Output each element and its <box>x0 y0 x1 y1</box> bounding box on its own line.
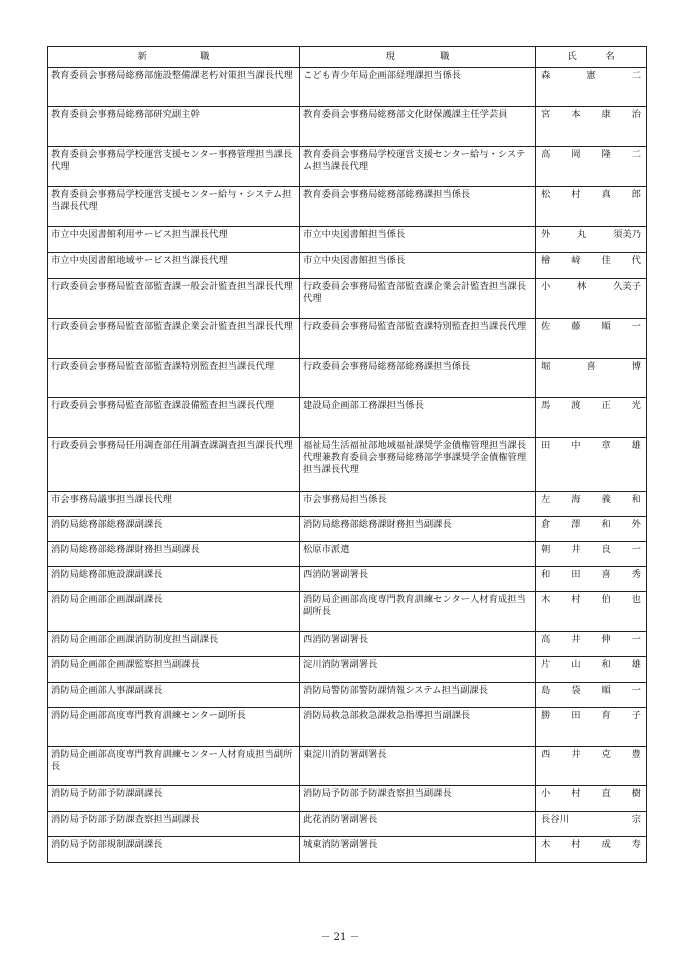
name-part: 雄 <box>631 659 641 670</box>
name-part: 郎 <box>631 189 641 200</box>
new-post-cell: 消防局企画部高度専門教育訓練センター副所長 <box>48 708 300 747</box>
current-post-cell: 市立中央図書館担当係長 <box>300 227 536 253</box>
new-post-cell: 消防局予防部規制課副課長 <box>48 837 300 863</box>
name-part: 小 <box>541 281 551 292</box>
name-part: 馬 <box>541 400 551 411</box>
current-post-cell: 淀川消防署副署長 <box>300 657 536 683</box>
current-post-cell: 行政委員会事務局監査部監査課特別監査担当課長代理 <box>300 319 536 359</box>
name-part: 良 <box>601 544 611 555</box>
name-part: 藤 <box>571 321 581 332</box>
name-part: 田 <box>571 569 581 580</box>
new-post-cell: 消防局総務部施設課副課長 <box>48 567 300 592</box>
current-post-cell: 消防局企画部高度専門教育訓練センター人材育成担当副所長 <box>300 592 536 632</box>
name-part: 一 <box>631 544 641 555</box>
new-post-cell: 消防局企画部企画課副課長 <box>48 592 300 632</box>
new-post-cell: 消防局企画部企画課消防制度担当副課長 <box>48 632 300 657</box>
new-post-cell: 消防局予防部予防課査察担当副課長 <box>48 812 300 837</box>
current-post-cell: 消防局予防部予防課査察担当副課長 <box>300 786 536 812</box>
name-cell <box>536 517 647 542</box>
name-part: 治 <box>631 109 641 120</box>
name-part: 喜 <box>601 569 611 580</box>
name-part: 順 <box>601 685 611 696</box>
name-part: 佐 <box>541 321 551 332</box>
name-part: 二 <box>631 149 641 160</box>
name-cell <box>536 319 647 359</box>
name-part: 高 <box>541 149 551 160</box>
name-cell <box>536 747 647 786</box>
name-part: 喜 <box>586 361 596 372</box>
name-part: 外 <box>541 229 551 240</box>
name-part: 木 <box>541 594 551 605</box>
name-part: 義 <box>601 494 611 505</box>
current-post-cell: 消防局総務部総務課財務担当副課長 <box>300 517 536 542</box>
current-post-cell: こども青少年局企画部経理課担当係長 <box>300 68 536 107</box>
name-cell <box>536 632 647 657</box>
table-row <box>48 147 647 187</box>
name-cell <box>536 227 647 253</box>
table-row <box>48 657 647 683</box>
name-cell <box>536 398 647 438</box>
name-part: 木 <box>541 839 551 850</box>
name-part: 和 <box>541 569 551 580</box>
name-part: 一 <box>631 685 641 696</box>
name-part: 長谷川 <box>541 814 569 825</box>
name-cell <box>536 708 647 747</box>
name-part: 和 <box>601 519 611 530</box>
current-post-cell: 松原市派遣 <box>300 542 536 567</box>
name-part: 一 <box>631 634 641 645</box>
name-part: 博 <box>631 361 641 372</box>
name-part: 渡 <box>571 400 581 411</box>
table-row <box>48 592 647 632</box>
name-part: 真 <box>601 189 611 200</box>
name-part: 小 <box>541 788 551 799</box>
table-row <box>48 438 647 492</box>
table-row <box>48 632 647 657</box>
name-part: 久美子 <box>613 281 641 292</box>
name-part: 隆 <box>601 149 611 160</box>
name-part: 宗 <box>631 814 641 825</box>
table-row <box>48 837 647 863</box>
header-new-post: 新 職 <box>48 47 300 68</box>
name-part: 倉 <box>541 519 551 530</box>
current-post-cell: 教育委員会事務局学校運営支援センター給与・システム担当課長代理 <box>300 147 536 187</box>
name-cell <box>536 812 647 837</box>
name-part: 樹 <box>631 788 641 799</box>
name-part: 朝 <box>541 544 551 555</box>
name-part: 村 <box>571 594 581 605</box>
table-row <box>48 359 647 398</box>
new-post-cell: 市立中央図書館利用サービス担当課長代理 <box>48 227 300 253</box>
name-part: 左 <box>541 494 551 505</box>
name-part: 伸 <box>601 634 611 645</box>
new-post-cell: 消防局総務部総務課財務担当副課長 <box>48 542 300 567</box>
name-part: 海 <box>571 494 581 505</box>
table-row <box>48 492 647 517</box>
current-post-cell: 城東消防署副署長 <box>300 837 536 863</box>
name-part: 克 <box>601 749 611 760</box>
name-part: 寿 <box>631 839 641 850</box>
name-part: 憲 <box>586 70 596 81</box>
table-row <box>48 319 647 359</box>
name-part: 康 <box>601 109 611 120</box>
current-post-cell: 西消防署副署長 <box>300 567 536 592</box>
table-row <box>48 107 647 147</box>
name-part: 西 <box>541 749 551 760</box>
table-row <box>48 517 647 542</box>
name-part: 田 <box>571 710 581 721</box>
current-post-cell: 消防局救急部救急課救急指導担当副課長 <box>300 708 536 747</box>
name-part: 育 <box>601 710 611 721</box>
new-post-cell: 市会事務局議事担当課長代理 <box>48 492 300 517</box>
table-row <box>48 253 647 279</box>
name-cell <box>536 253 647 279</box>
new-post-cell: 消防局企画部企画課監察担当副課長 <box>48 657 300 683</box>
name-part: 伯 <box>601 594 611 605</box>
name-cell <box>536 279 647 319</box>
name-part: 外 <box>631 519 641 530</box>
new-post-cell: 教育委員会事務局総務部施設整備課老朽対策担当課長代理 <box>48 68 300 107</box>
table-row <box>48 187 647 227</box>
name-part: 山 <box>571 659 581 670</box>
name-cell <box>536 438 647 492</box>
name-part: 佳 <box>601 255 611 266</box>
name-part: 松 <box>541 189 551 200</box>
name-part: 二 <box>631 70 641 81</box>
current-post-cell: 東淀川消防署副署長 <box>300 747 536 786</box>
name-part: 順 <box>601 321 611 332</box>
current-post-cell: 福祉局生活福祉部地域福祉課奨学金債権管理担当課長代理兼教育委員会事務局総務部学事課奨学金債権管理担当課長代理 <box>300 438 536 492</box>
name-cell <box>536 657 647 683</box>
name-part: 也 <box>631 594 641 605</box>
new-post-cell: 行政委員会事務局監査部監査課設備監査担当課長代理 <box>48 398 300 438</box>
new-post-cell: 教育委員会事務局学校運営支援センター給与・システム担当課長代理 <box>48 187 300 227</box>
name-cell <box>536 542 647 567</box>
new-post-cell: 消防局予防部予防課副課長 <box>48 786 300 812</box>
name-cell <box>536 837 647 863</box>
new-post-cell: 教育委員会事務局学校運営支援センター事務管理担当課長代理 <box>48 147 300 187</box>
name-part: 中 <box>571 440 581 451</box>
new-post-cell: 行政委員会事務局任用調査部任用調査課調査担当課長代理 <box>48 438 300 492</box>
name-part: 和 <box>631 494 641 505</box>
header-row <box>48 47 647 68</box>
new-post-cell: 消防局企画部人事課副課長 <box>48 683 300 708</box>
new-post-cell: 教育委員会事務局総務部研究副主幹 <box>48 107 300 147</box>
new-post-cell: 消防局総務部総務課副課長 <box>48 517 300 542</box>
name-part: 高 <box>541 634 551 645</box>
table-row <box>48 227 647 253</box>
name-part: 村 <box>571 839 581 850</box>
personnel-table <box>47 46 647 863</box>
name-part: 光 <box>631 400 641 411</box>
table-row <box>48 68 647 107</box>
current-post-cell: 此花消防署副署長 <box>300 812 536 837</box>
current-post-cell: 市立中央図書館担当係長 <box>300 253 536 279</box>
current-post-cell: 市会事務局担当係長 <box>300 492 536 517</box>
name-cell <box>536 592 647 632</box>
name-part: 村 <box>571 788 581 799</box>
name-part: 豊 <box>631 749 641 760</box>
new-post-cell: 行政委員会事務局監査部監査課一般会計監査担当課長代理 <box>48 279 300 319</box>
name-part: 代 <box>631 255 641 266</box>
new-post-cell: 市立中央図書館地域サービス担当課長代理 <box>48 253 300 279</box>
current-post-cell: 教育委員会事務局総務部文化財保護課主任学芸員 <box>300 107 536 147</box>
name-part: 須美乃 <box>613 229 641 240</box>
name-part: 島 <box>541 685 551 696</box>
table-row <box>48 708 647 747</box>
name-part: 森 <box>541 70 551 81</box>
table-row <box>48 567 647 592</box>
name-part: 田 <box>541 440 551 451</box>
name-part: 章 <box>601 440 611 451</box>
name-part: 井 <box>571 634 581 645</box>
name-part: 井 <box>571 749 581 760</box>
name-part: 澤 <box>571 519 581 530</box>
name-part: 檜 <box>541 255 551 266</box>
name-part: 子 <box>631 710 641 721</box>
name-part: 雄 <box>631 440 641 451</box>
name-part: 直 <box>601 788 611 799</box>
header-name: 氏 名 <box>536 47 647 68</box>
table-row <box>48 398 647 438</box>
table-row <box>48 542 647 567</box>
name-cell <box>536 492 647 517</box>
table-row <box>48 812 647 837</box>
name-part: 片 <box>541 659 551 670</box>
table-row <box>48 683 647 708</box>
name-part: 﨑 <box>571 255 581 266</box>
name-cell <box>536 68 647 107</box>
new-post-cell: 行政委員会事務局監査部監査課企業会計監査担当課長代理 <box>48 319 300 359</box>
name-part: 袋 <box>571 685 581 696</box>
name-cell <box>536 107 647 147</box>
name-part: 丸 <box>577 229 587 240</box>
name-part: 正 <box>601 400 611 411</box>
name-cell <box>536 187 647 227</box>
current-post-cell: 消防局警防部警防課情報システム担当副課長 <box>300 683 536 708</box>
name-cell <box>536 567 647 592</box>
name-cell <box>536 359 647 398</box>
name-part: 本 <box>571 109 581 120</box>
page-number: － 21 － <box>320 932 360 943</box>
name-part: 井 <box>571 544 581 555</box>
name-part: 秀 <box>631 569 641 580</box>
new-post-cell: 消防局企画部高度専門教育訓練センター人材育成担当副所長 <box>48 747 300 786</box>
name-part: 岡 <box>571 149 581 160</box>
table-row <box>48 786 647 812</box>
name-part: 宮 <box>541 109 551 120</box>
name-part: 堀 <box>541 361 551 372</box>
current-post-cell: 建設局企画部工務課担当係長 <box>300 398 536 438</box>
current-post-cell: 行政委員会事務局監査部監査課企業会計監査担当課長代理 <box>300 279 536 319</box>
name-cell <box>536 147 647 187</box>
name-part: 和 <box>601 659 611 670</box>
table-row <box>48 747 647 786</box>
new-post-cell: 行政委員会事務局監査部監査課特別監査担当課長代理 <box>48 359 300 398</box>
name-cell <box>536 683 647 708</box>
name-cell <box>536 786 647 812</box>
table-row <box>48 279 647 319</box>
current-post-cell: 教育委員会事務局総務部総務課担当係長 <box>300 187 536 227</box>
name-part: 一 <box>631 321 641 332</box>
current-post-cell: 行政委員会事務局総務部総務課担当係長 <box>300 359 536 398</box>
current-post-cell: 西消防署副署長 <box>300 632 536 657</box>
name-part: 成 <box>601 839 611 850</box>
header-current-post: 現 職 <box>300 47 536 68</box>
name-part: 村 <box>571 189 581 200</box>
name-part: 林 <box>577 281 587 292</box>
name-part: 勝 <box>541 710 551 721</box>
